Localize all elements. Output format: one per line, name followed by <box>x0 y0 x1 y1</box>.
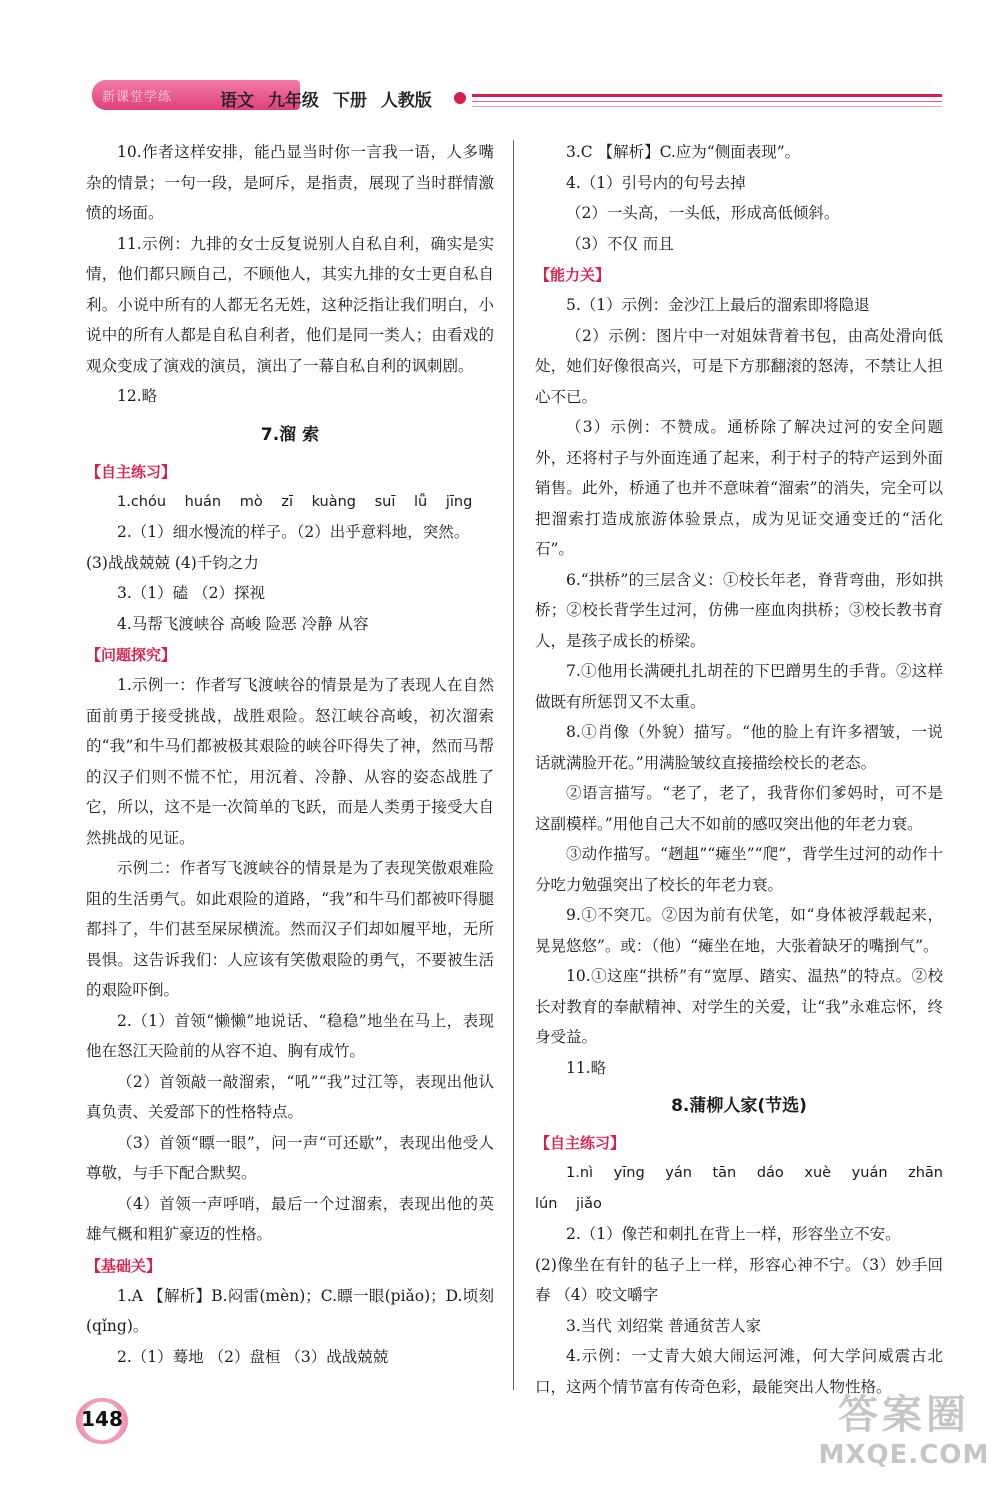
left-column <box>86 137 494 1372</box>
answer-r8b: ②语言描写。“老了，老了，我背你们爹妈时，可不是这副模样。”用他自己大不如前的感叹突出他的年老力衰。 <box>535 784 943 833</box>
header-rule <box>472 94 942 97</box>
answer-j1: 1.A 【解析】B.闷雷(mèn)；C.瞟一眼(piǎo)；D.顷刻(qǐng)。 <box>86 1286 494 1335</box>
book-info: 语文 九年级 下册 人教版 <box>220 91 432 111</box>
section-tag-zizhu: 【自主练习】 <box>86 462 177 481</box>
answer-r5: 5.（1）示例：金沙江上最后的溜索即将隐退 <box>566 296 870 314</box>
header-rule <box>472 101 942 102</box>
watermark-top: 答案圈 <box>838 1392 970 1438</box>
right-column <box>535 137 943 1402</box>
answer-r3: 3.C 【解析】C.应为“侧面表现”。 <box>566 143 801 161</box>
answer-r5b: （2）示例：图片中一对姐妹背着书包，由高处滑向低处，她们好像很高兴，可是下方那翻滚的怒涛，不禁让人担心不已。 <box>535 326 943 406</box>
answer-p4: 4.示例：一丈青大娘大闹运河滩，何大学问威震古北口，这两个情节富有传奇色彩，最能突出人物性格。 <box>535 1347 943 1396</box>
answer-w1a: 1.示例一：作者写飞渡峡谷的情景是为了表现人在自然面前勇于接受挑战，战胜艰险。怒江峡谷高峻，初次溜索的“我”和牛马们都被极其艰险的峡谷吓得失了神，然而马帮的汉子们则不慌不忙，用沉着、冷静、从容的姿态战胜了它，所以，这不是一次简单的飞跃，而是人类勇于接受大自然挑战的见证。 <box>86 676 494 847</box>
section-tag-wenti: 【问题探究】 <box>86 646 177 664</box>
answer-11: 11.示例：九排的女士反复说别人自私自利，确实是实情，他们都只顾自己，不顾他人，其实九排的女士更自私自利。小说中所有的人都无名无姓，这种泛指让我们明白，小说中的所有人都是自私自利者，他们是同一类人；由看戏的观众变成了演戏的演员，演出了一幕自私自利的讽刺剧。 <box>86 234 494 375</box>
section-tag-jichu: 【基础关】 <box>86 1256 162 1275</box>
section-tag-nengli: 【能力关】 <box>535 266 611 284</box>
page-header <box>80 76 950 116</box>
answer-r8: 8.①肖像（外貌）描写。“他的脸上有许多褶皱，一说话就满脸开花。”用满脸皱纹直接描绘校长的老态。 <box>535 723 943 772</box>
answer-r6: 6.“拱桥”的三层含义：①校长年老，脊背弯曲，形如拱桥；②校长背学生过河，仿佛一座血肉拱桥；③校长教书育人，是孩子成长的桥梁。 <box>535 570 943 650</box>
section-tag-zizhu-2: 【自主练习】 <box>535 1134 626 1152</box>
answer-r8c: ③动作描写。“趔趄”“瘫坐”“爬”，背学生过河的动作十分吃力勉强突出了校长的年老力衰。 <box>535 845 943 894</box>
answer-z2: 2.（1）细水慢流的样子。（2）出乎意料地，突然。 <box>117 523 470 541</box>
watermark-bottom: MXQE.COM <box>818 1440 990 1470</box>
answer-w2c: （3）首领“瞟一眼”，问一声“可还歇”，表现出他受人尊敬，与手下配合默契。 <box>86 1133 494 1182</box>
answer-p1: 1.nì yīng yán tān dáo xuè yuán zhān lún jiǎo <box>535 1165 943 1212</box>
answer-12: 12.略 <box>117 387 158 405</box>
header-dot-icon <box>454 92 466 104</box>
answer-z4: 4.马帮飞渡峡谷 高峻 险恶 冷静 从容 <box>117 614 369 633</box>
answer-w2: 2.（1）首领“懒懒”地说话、“稳稳”地坐在马上，表现他在怒江天险前的从容不迫、胸有成竹。 <box>86 1011 494 1060</box>
answer-r4c: （3）不仅 而且 <box>566 234 674 253</box>
answer-j2: 2.（1）蓦地 （2）盘桓 （3）战战兢兢 <box>117 1347 389 1366</box>
answer-r7: 7.①他用长满硬扎扎胡茬的下巴蹭男生的手背。②这样做既有所惩罚又不太重。 <box>535 662 943 711</box>
page-number: 148 <box>81 1407 123 1431</box>
answer-10: 10.作者这样安排，能凸显当时你一言我一语，人多嘴杂的情景；一句一段，是呵斥，是指责，展现了当时群情激愤的场面。 <box>86 143 494 222</box>
column-divider <box>513 140 514 1390</box>
lesson-8-title: 8.蒲柳人家(节选) <box>671 1096 807 1116</box>
lesson-7-title: 7.溜 索 <box>260 424 320 445</box>
answer-p3: 3.当代 刘绍棠 普通贫苦人家 <box>566 1316 762 1335</box>
answer-w1b: 示例二：作者写飞渡峡谷的情景是为了表现笑傲艰难险阻的生活勇气。如此艰险的道路，“我”和牛马们都被吓得腿都抖了，牛们甚至屎尿横流。然而汉子们却如履平地，无所畏惧。这告诉我们：人应该有笑傲艰险的勇气，不要被生活的艰险吓倒。 <box>86 859 494 999</box>
header-rule <box>472 106 942 107</box>
brand-text: 新课堂学练 <box>102 90 173 105</box>
answer-z3: 3.（1）磕 （2）探视 <box>117 584 265 602</box>
answer-p2b: (2)像坐在有针的毡子上一样，形容心神不宁。（3）妙手回春 （4）咬文嚼字 <box>535 1255 943 1304</box>
answer-z1: 1.chóu huán mò zī kuàng suī lǚ jīng <box>117 493 473 510</box>
answer-w2d: （4）首领一声呼哨，最后一个过溜索，表现出他的英雄气概和粗犷豪迈的性格。 <box>86 1194 494 1243</box>
answer-p2: 2.（1）像芒和刺扎在背上一样，形容坐立不安。 <box>566 1225 901 1243</box>
answer-r11: 11.略 <box>566 1058 607 1077</box>
answer-w2b: （2）首领敲一敲溜索，“吼”“我”过江等，表现出他认真负责、关爱部下的性格特点。 <box>86 1072 494 1121</box>
answer-r4b: （2）一头高，一头低，形成高低倾斜。 <box>566 204 840 222</box>
answer-r5c: （3）示例：不赞成。通桥除了解决过河的安全问题外，还将村子与外面连通了起来，利于村子的特产运到外面销售。此外，桥通了也并不意味着“溜索”的消失，完全可以把溜索打造成旅游体验景点，成为见证交通变迁的“活化石”。 <box>535 418 943 558</box>
answer-r9: 9.①不突兀。②因为前有伏笔，如“身体被浮载起来，晃晃悠悠”。或：（他）“瘫坐在地，大张着缺牙的嘴捯气”。 <box>535 906 943 955</box>
answer-z2b: (3)战战兢兢 (4)千钧之力 <box>86 553 259 572</box>
watermark-logo <box>816 1392 992 1482</box>
answer-r4: 4.（1）引号内的句号去掉 <box>566 173 746 192</box>
answer-r10: 10.①这座“拱桥”有“宽厚、踏实、温热”的特点。②校长对教育的奉献精神、对学生的关爱，让“我”永难忘怀，终身受益。 <box>535 967 943 1046</box>
